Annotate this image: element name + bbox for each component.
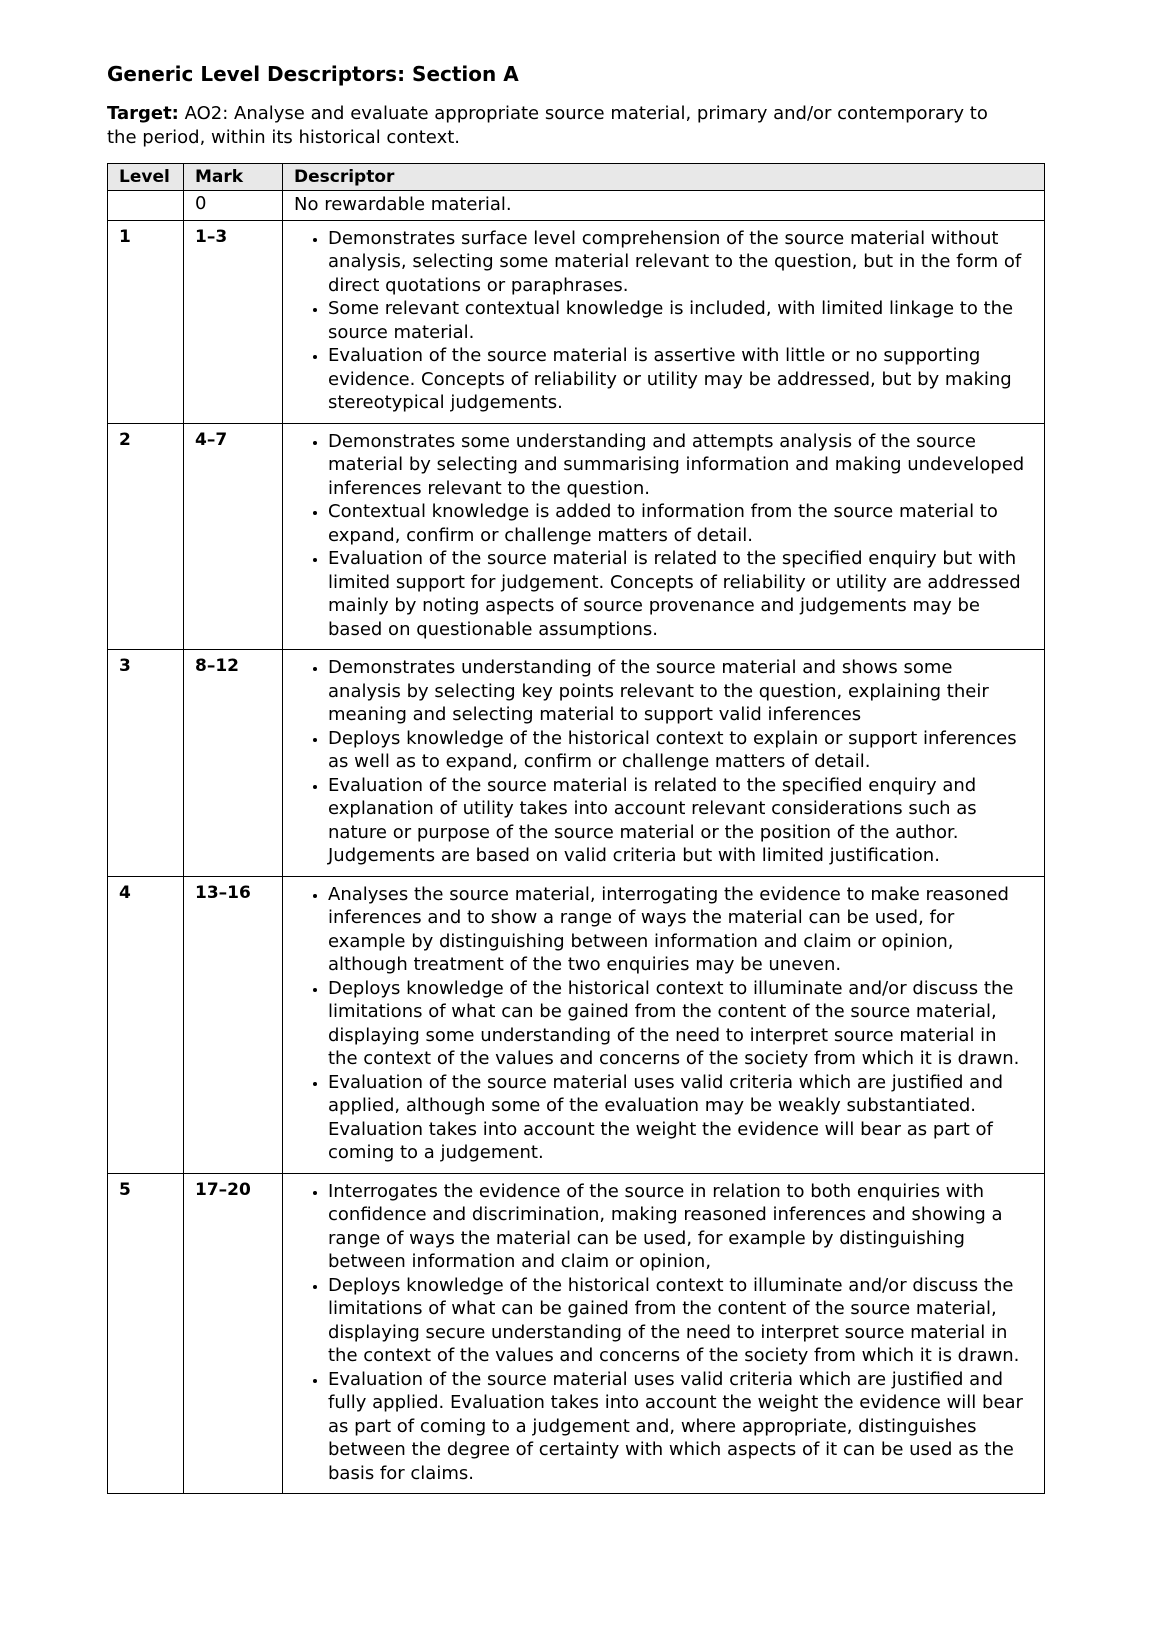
level-cell: 1 xyxy=(108,220,184,423)
document-page xyxy=(107,62,1047,1494)
descriptor-cell xyxy=(283,1173,1045,1494)
descriptor-cell: No rewardable material. xyxy=(283,191,1045,221)
level-cell: 4 xyxy=(108,876,184,1173)
descriptor-bullet: • Demonstrates surface level comprehension of the source material without analysis, selecting some material relevant to the question, but in the form of direct quotations or paraphrases. xyxy=(328,227,1030,298)
descriptor-bullet: • Evaluation of the source material is related to the specified enquiry and explanation of utility takes into account relevant considerations such as nature or purpose of the source material or the position of the author. Judgements are based on valid criteria but with limited justification. xyxy=(328,774,1030,868)
level-cell xyxy=(108,191,184,221)
descriptor-bullet: • Demonstrates understanding of the source material and shows some analysis by selecting key points relevant to the question, explaining their meaning and selecting material to support valid inferences xyxy=(328,656,1030,727)
level-cell: 3 xyxy=(108,650,184,877)
descriptor-bullet: • Evaluation of the source material uses valid criteria which are justified and applied, although some of the evaluation may be weakly substantiated. Evaluation takes into account the weight the evidence will bear as part of coming to a judgement. xyxy=(328,1071,1030,1165)
descriptor-cell xyxy=(283,876,1045,1173)
descriptor-bullet: • Some relevant contextual knowledge is included, with limited linkage to the source material. xyxy=(328,297,1030,344)
level-cell: 2 xyxy=(108,423,184,650)
table-row xyxy=(108,191,1045,221)
page-title: Generic Level Descriptors: Section A xyxy=(107,62,519,86)
mark-cell: 17–20 xyxy=(184,1173,283,1494)
descriptor-bullet: • Demonstrates some understanding and attempts analysis of the source material by selecting and summarising information and making undeveloped inferences relevant to the question. xyxy=(328,430,1030,501)
level-descriptors-table xyxy=(107,163,1045,1494)
descriptor-cell xyxy=(283,423,1045,650)
target-label: Target: xyxy=(107,103,179,124)
descriptor-bullet: • Evaluation of the source material uses valid criteria which are justified and fully applied. Evaluation takes into account the weight the evidence will bear as part of coming to a judgement and, where appropriate, distinguishes between the degree of certainty with which aspects of it can be used as the basis for claims. xyxy=(328,1368,1030,1486)
descriptor-bullet: • Deploys knowledge of the historical context to illuminate and/or discuss the limitations of what can be gained from the content of the source material, displaying some understanding of the need to interpret source material in the context of the values and concerns of the society from which it is drawn. xyxy=(328,977,1030,1071)
level-cell: 5 xyxy=(108,1173,184,1494)
descriptor-bullet: • Contextual knowledge is added to information from the source material to expand, confirm or challenge matters of detail. xyxy=(328,500,1030,547)
descriptor-bullet: • Interrogates the evidence of the source in relation to both enquiries with confidence and discrimination, making reasoned inferences and showing a range of ways the material can be used, for example by distinguishing between information and claim or opinion, xyxy=(328,1180,1030,1274)
table-row xyxy=(108,220,1045,423)
descriptor-bullet-list xyxy=(294,883,1030,1165)
table-row xyxy=(108,650,1045,877)
mark-cell: 0 xyxy=(184,191,283,221)
descriptor-bullet: • Deploys knowledge of the historical context to illuminate and/or discuss the limitations of what can be gained from the content of the source material, displaying secure understanding of the need to interpret source material in the context of the values and concerns of the society from which it is drawn. xyxy=(328,1274,1030,1368)
descriptor-bullet-list xyxy=(294,227,1030,415)
mark-cell: 8–12 xyxy=(184,650,283,877)
table-row xyxy=(108,876,1045,1173)
descriptor-bullet-list xyxy=(294,430,1030,642)
column-header-descriptor: Descriptor xyxy=(283,164,1045,191)
descriptor-bullet: • Deploys knowledge of the historical context to explain or support inferences as well as to expand, confirm or challenge matters of detail. xyxy=(328,727,1030,774)
descriptor-cell xyxy=(283,220,1045,423)
column-header-level: Level xyxy=(108,164,184,191)
descriptor-bullet-list xyxy=(294,1180,1030,1486)
descriptor-bullet: • Analyses the source material, interrogating the evidence to make reasoned inferences and to show a range of ways the material can be used, for example by distinguishing between information and claim or opinion, although treatment of the two enquiries may be uneven. xyxy=(328,883,1030,977)
descriptor-bullet-list xyxy=(294,656,1030,868)
mark-cell: 13–16 xyxy=(184,876,283,1173)
table-row xyxy=(108,1173,1045,1494)
mark-cell: 1–3 xyxy=(184,220,283,423)
descriptor-cell xyxy=(283,650,1045,877)
table-header-row xyxy=(108,164,1045,191)
target-text: AO2: Analyse and evaluate appropriate source material, primary and/or contemporary to the period, within its historical context. xyxy=(107,103,988,148)
descriptor-bullet: • Evaluation of the source material is related to the specified enquiry but with limited support for judgement. Concepts of reliability or utility are addressed mainly by noting aspects of source provenance and judgements may be based on questionable assumptions. xyxy=(328,547,1030,641)
descriptor-bullet: • Evaluation of the source material is assertive with little or no supporting evidence. Concepts of reliability or utility may be addressed, but by making stereotypical judgements. xyxy=(328,344,1030,415)
table-row xyxy=(108,423,1045,650)
mark-cell: 4–7 xyxy=(184,423,283,650)
target-paragraph xyxy=(107,102,1012,150)
column-header-mark: Mark xyxy=(184,164,283,191)
